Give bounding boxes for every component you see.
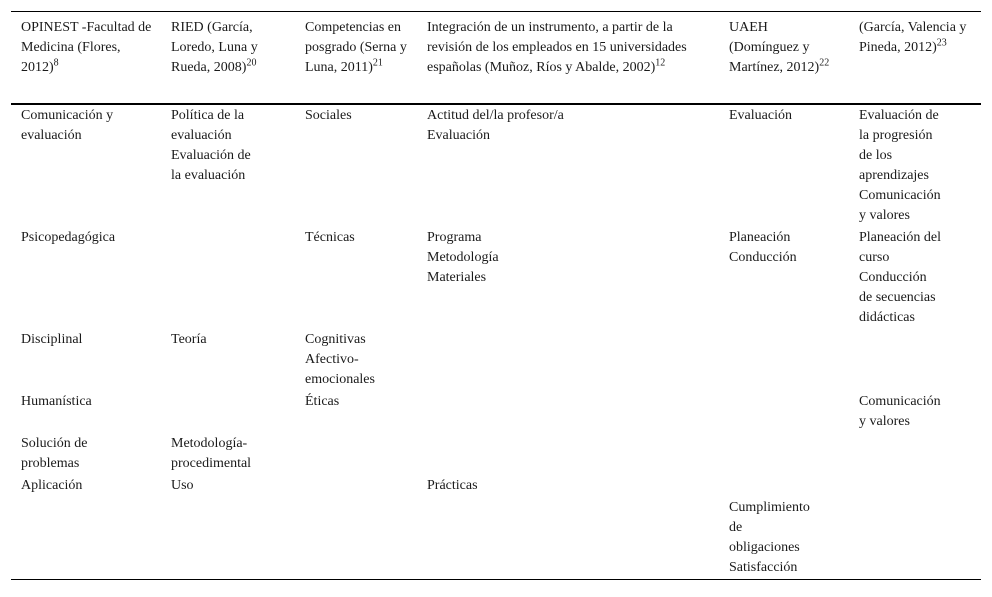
- cell-line: Humanística: [21, 394, 92, 409]
- column-header-3: [295, 12, 417, 105]
- table-cell: [11, 104, 161, 227]
- table-cell: [719, 391, 849, 433]
- reference-superscript: 12: [655, 57, 666, 69]
- cell-line: Psicopedagógica: [21, 230, 116, 245]
- reference-superscript: 20: [246, 57, 257, 69]
- column-header-5: [719, 12, 849, 105]
- table-cell: [295, 329, 417, 391]
- table-row: [11, 329, 981, 391]
- table-cell: [161, 104, 295, 227]
- table-cell: [849, 391, 981, 433]
- table-cell: [417, 329, 719, 391]
- column-header-text: Competencias en posgrado (Serna y Luna, 2011): [305, 20, 407, 75]
- table-cell: [295, 475, 417, 497]
- table-row: [11, 104, 981, 227]
- cell-line: Satisfacción: [729, 560, 798, 575]
- table-cell: [719, 497, 849, 580]
- cell-line: Técnicas: [305, 230, 355, 245]
- cell-line: Cumplimiento: [729, 500, 810, 515]
- column-header-4: [417, 12, 719, 105]
- table-cell: [849, 497, 981, 580]
- cell-line: Conducción: [729, 250, 797, 265]
- table-cell: [417, 433, 719, 475]
- cell-line: Política de la: [171, 108, 245, 123]
- comparison-table-container: [11, 11, 981, 580]
- table-cell: [417, 104, 719, 227]
- cell-line: Teoría: [171, 332, 207, 347]
- table-cell: [849, 329, 981, 391]
- table-cell: [161, 227, 295, 329]
- cell-line: curso: [859, 250, 890, 265]
- table-cell: [719, 433, 849, 475]
- cell-line: Evaluación de: [171, 148, 251, 163]
- cell-line: didácticas: [859, 310, 915, 325]
- cell-line: la evaluación: [171, 168, 246, 183]
- cell-line: Comunicación y evaluación: [21, 108, 114, 143]
- table-cell: [11, 391, 161, 433]
- column-header-text: Integración de un instrumento, a partir de la revisión de los empleados en 15 universidades españolas (Muñoz, Ríos y Abalde, 2002): [427, 20, 687, 75]
- table-cell: [417, 497, 719, 580]
- cell-line: de: [729, 520, 743, 535]
- table-body: [11, 104, 981, 580]
- cell-line: emocionales: [305, 372, 375, 387]
- table-cell: [161, 475, 295, 497]
- table-cell: [295, 497, 417, 580]
- table-cell: [849, 433, 981, 475]
- column-header-text: RIED (García, Loredo, Luna y Rueda, 2008): [171, 20, 258, 75]
- reference-superscript: 23: [936, 37, 947, 49]
- cell-line: obligaciones: [729, 540, 800, 555]
- column-header-1: [11, 12, 161, 105]
- reference-superscript: 22: [819, 57, 830, 69]
- table-cell: [849, 475, 981, 497]
- table-cell: [295, 391, 417, 433]
- table-cell: [295, 227, 417, 329]
- cell-line: Comunicación: [859, 394, 941, 409]
- table-cell: [295, 433, 417, 475]
- cell-line: problemas: [21, 456, 80, 471]
- table-cell: [719, 227, 849, 329]
- cell-line: Afectivo-: [305, 352, 359, 367]
- cell-line: Evaluación de: [859, 108, 939, 123]
- cell-line: Planeación: [729, 230, 791, 245]
- table-header-row: [11, 12, 981, 105]
- column-header-2: [161, 12, 295, 105]
- cell-line: Solución de: [21, 436, 88, 451]
- column-header-text: OPINEST -Facultad de Medicina (Flores, 2012): [21, 20, 152, 75]
- table-cell: [161, 391, 295, 433]
- cell-line: la progresión: [859, 128, 933, 143]
- cell-line: Uso: [171, 478, 194, 493]
- table-cell: [719, 475, 849, 497]
- table-row: [11, 475, 981, 497]
- column-header-text: (García, Valencia y Pineda, 2012): [859, 20, 967, 55]
- table-row: [11, 391, 981, 433]
- cell-line: aprendizajes: [859, 168, 929, 183]
- table-cell: [849, 104, 981, 227]
- comparison-table: [11, 11, 981, 580]
- reference-superscript: 8: [53, 57, 59, 69]
- cell-line: y valores: [859, 414, 910, 429]
- table-cell: [417, 475, 719, 497]
- table-cell: [11, 227, 161, 329]
- reference-superscript: 21: [372, 57, 383, 69]
- table-cell: [417, 391, 719, 433]
- table-cell: [161, 433, 295, 475]
- cell-line: Prácticas: [427, 478, 478, 493]
- cell-line: y valores: [859, 208, 910, 223]
- cell-line: Actitud del/la profesor/a: [427, 108, 564, 123]
- cell-line: evaluación: [171, 128, 232, 143]
- cell-line: Cognitivas: [305, 332, 366, 347]
- cell-line: Evaluación: [729, 108, 792, 123]
- table-cell: [849, 227, 981, 329]
- cell-line: Evaluación: [427, 128, 490, 143]
- cell-line: Planeación del: [859, 230, 942, 245]
- table-cell: [161, 497, 295, 580]
- cell-line: Metodología: [427, 250, 499, 265]
- cell-line: de los: [859, 148, 893, 163]
- cell-line: Metodología-: [171, 436, 248, 451]
- table-row: [11, 497, 981, 580]
- table-cell: [11, 497, 161, 580]
- cell-line: Comunicación: [859, 188, 941, 203]
- table-cell: [161, 329, 295, 391]
- cell-line: procedimental: [171, 456, 252, 471]
- table-cell: [11, 329, 161, 391]
- cell-line: de secuencias: [859, 290, 936, 305]
- cell-line: Materiales: [427, 270, 487, 285]
- cell-line: Conducción: [859, 270, 927, 285]
- table-cell: [417, 227, 719, 329]
- cell-line: Disciplinal: [21, 332, 83, 347]
- cell-line: Éticas: [305, 394, 340, 409]
- table-cell: [295, 104, 417, 227]
- column-header-6: [849, 12, 981, 105]
- table-cell: [11, 475, 161, 497]
- table-cell: [719, 329, 849, 391]
- table-row: [11, 433, 981, 475]
- cell-line: Sociales: [305, 108, 352, 123]
- table-cell: [11, 433, 161, 475]
- table-row: [11, 227, 981, 329]
- column-header-text: UAEH (Domínguez y Martínez, 2012): [729, 20, 820, 75]
- cell-line: Aplicación: [21, 478, 83, 493]
- table-cell: [719, 104, 849, 227]
- cell-line: Programa: [427, 230, 482, 245]
